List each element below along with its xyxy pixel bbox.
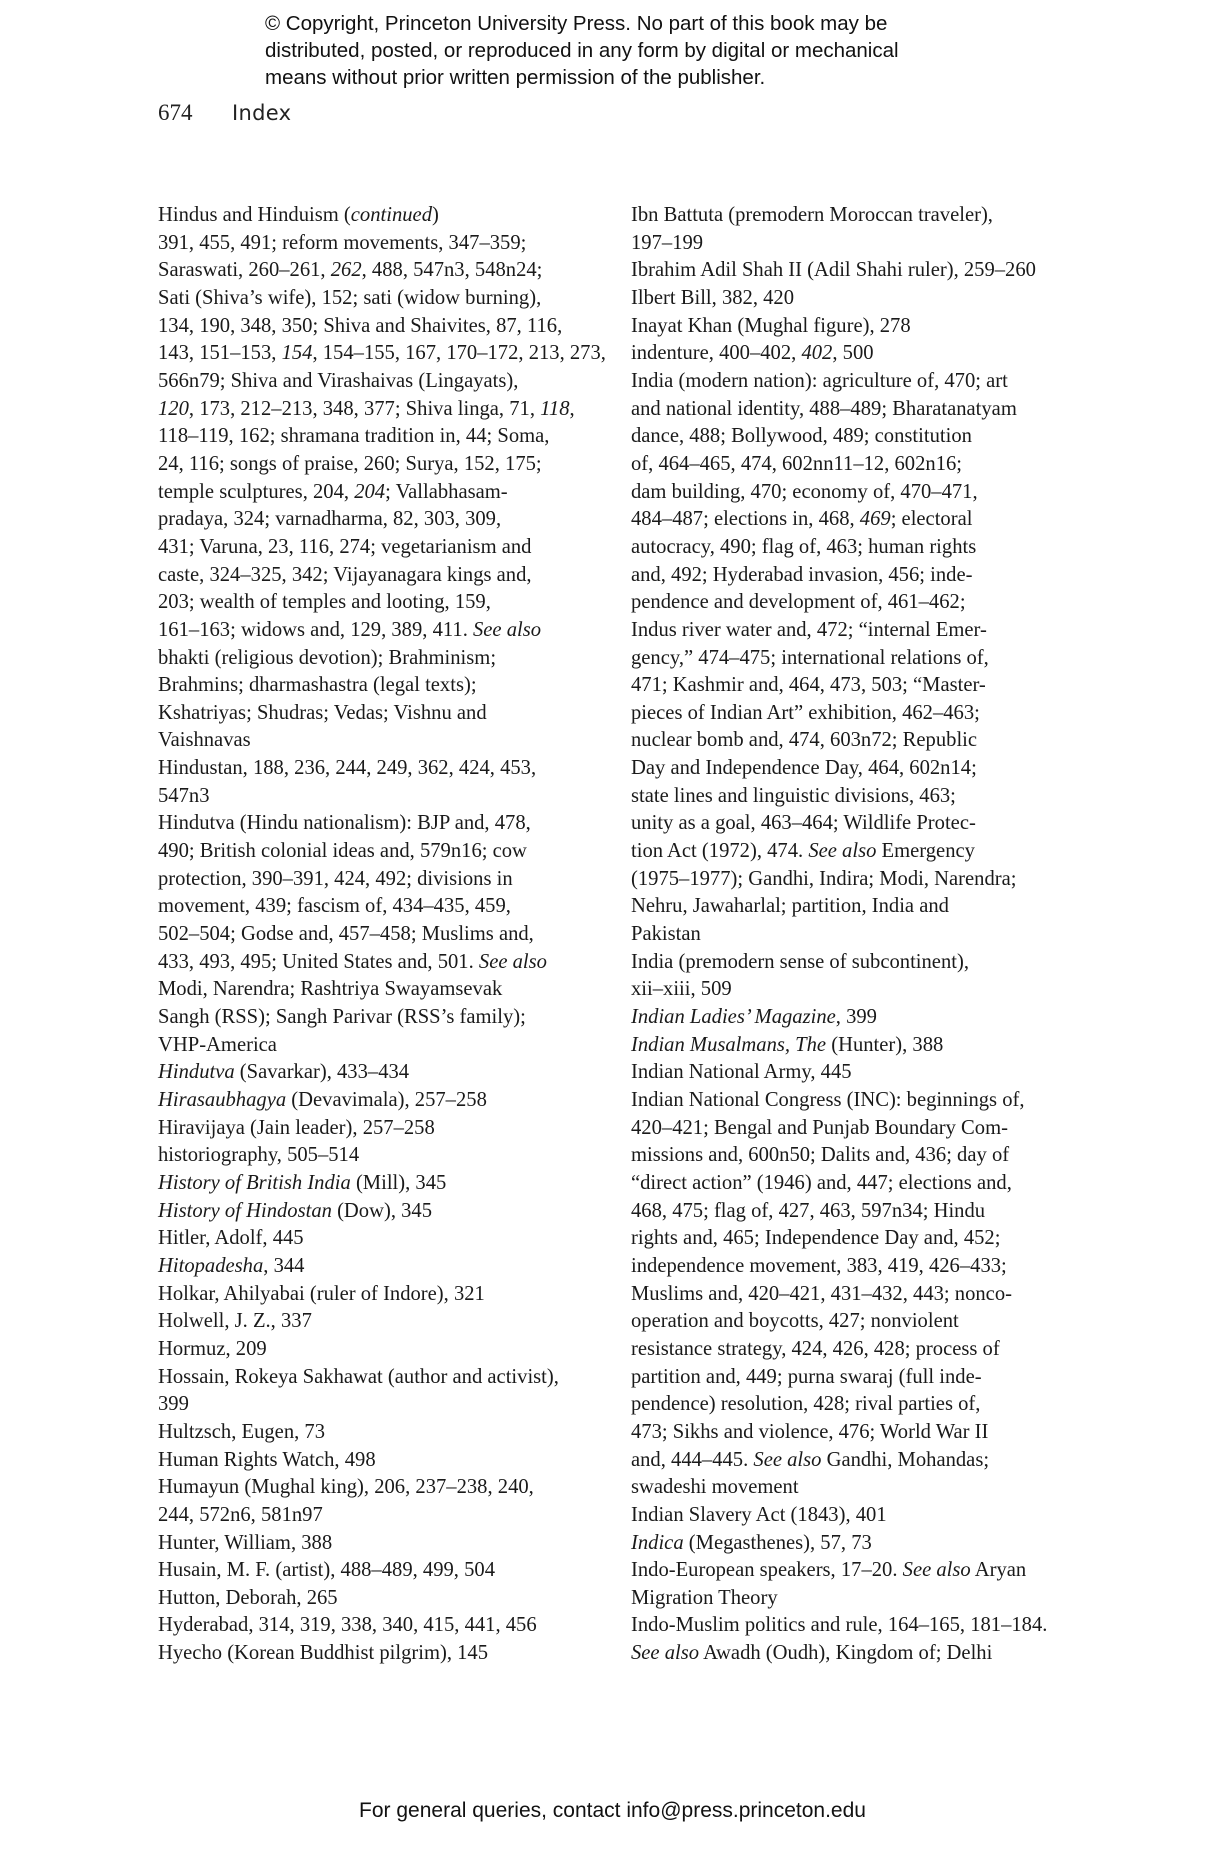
index-entry-line: Vaishnavas xyxy=(158,729,251,752)
index-entry-historiography xyxy=(158,1142,598,1170)
index-entry-indenture xyxy=(631,340,1071,368)
index-entry-indica xyxy=(631,1530,1071,1558)
index-entry-indian-national-army xyxy=(631,1059,1071,1087)
index-entry-line: of, 464–465, 474, 602nn11–12, 602n16; xyxy=(631,452,963,475)
index-entry-line: 161–163; widows and, 129, 389, 411. See also xyxy=(158,618,542,641)
index-entry-line: missions and, 600n50; Dalits and, 436; day of xyxy=(631,1144,1010,1167)
index-entry-line: Holwell, J. Z., 337 xyxy=(158,1310,312,1333)
index-entry-hyderabad xyxy=(158,1612,598,1640)
index-entry-line: nuclear bomb and, 474, 603n72; Republic xyxy=(631,729,978,752)
index-entry-line: 484–487; elections in, 468, 469; electoral xyxy=(631,508,973,531)
index-entry-line: Hirasaubhagya (Devavimala), 257–258 xyxy=(158,1089,487,1111)
index-entry-humayun xyxy=(158,1474,598,1529)
index-entry-line: 471; Kashmir and, 464, 473, 503; “Master- xyxy=(631,674,986,697)
index-entry-line: and, 444–445. See also Gandhi, Mohandas; xyxy=(631,1448,990,1471)
index-entry-line: tion Act (1972), 474. See also Emergency xyxy=(631,840,975,863)
index-entry-line: Modi, Narendra; Rashtriya Swayamsevak xyxy=(158,978,503,1001)
index-entry-line: dam building, 470; economy of, 470–471, xyxy=(631,480,978,503)
index-entry-line: 203; wealth of temples and looting, 159, xyxy=(158,591,491,614)
footer-contact: For general queries, contact info@press.princeton.edu xyxy=(359,1799,866,1822)
index-entry-holwell xyxy=(158,1308,598,1336)
index-entry-hindustan xyxy=(158,755,598,810)
index-entry-line: rights and, 465; Independence Day and, 452; xyxy=(631,1227,1001,1250)
index-entry-line: Migration Theory xyxy=(631,1586,778,1609)
running-head xyxy=(158,100,291,126)
index-entry-holkar xyxy=(158,1281,598,1309)
index-entry-line: pendence) resolution, 428; rival parties of, xyxy=(631,1393,981,1416)
index-entry-line: Hyderabad, 314, 319, 338, 340, 415, 441, 456 xyxy=(158,1614,537,1637)
index-entry-hitler xyxy=(158,1225,598,1253)
index-entry-line: Indian Musalmans, The (Hunter), 388 xyxy=(631,1033,944,1056)
index-entry-hrw xyxy=(158,1447,598,1475)
index-column-right xyxy=(631,202,1071,1668)
index-entry-history-british-india xyxy=(158,1170,598,1198)
index-entry-line: bhakti (religious devotion); Brahminism; xyxy=(158,646,497,669)
index-entry-line: Saraswati, 260–261, 262, 488, 547n3, 548n24; xyxy=(158,259,543,282)
index-entry-line: Hossain, Rokeya Sakhawat (author and activist), xyxy=(158,1365,559,1388)
page-number: 674 xyxy=(158,100,193,125)
index-entry-line: 391, 455, 491; reform movements, 347–359; xyxy=(158,231,527,254)
index-entry-line: swadeshi movement xyxy=(631,1476,799,1499)
index-entry-line: pieces of Indian Art” exhibition, 462–463; xyxy=(631,701,980,724)
index-entry-line: 399 xyxy=(158,1393,189,1416)
index-entry-line: Ibn Battuta (premodern Moroccan traveler), xyxy=(631,204,993,226)
index-entry-line: Holkar, Ahilyabai (ruler of Indore), 321 xyxy=(158,1282,485,1305)
index-entry-line: 473; Sikhs and violence, 476; World War II xyxy=(631,1420,989,1443)
index-entry-husain xyxy=(158,1557,598,1585)
index-entry-line: History of Hindostan (Dow), 345 xyxy=(158,1199,433,1222)
index-entry-line: Hitopadesha, 344 xyxy=(158,1254,305,1277)
index-entry-indian-musalmans xyxy=(631,1032,1071,1060)
index-entry-line: historiography, 505–514 xyxy=(158,1144,360,1167)
copyright-notice xyxy=(265,10,985,91)
index-entry-line: Inayat Khan (Mughal figure), 278 xyxy=(631,314,911,337)
index-entry-line: 433, 493, 495; United States and, 501. See also xyxy=(158,950,547,973)
copyright-line: © Copyright, Princeton University Press. No part of this book may be xyxy=(265,12,888,35)
index-entry-hyecho xyxy=(158,1640,598,1668)
index-entry-line: Indian Slavery Act (1843), 401 xyxy=(631,1503,887,1526)
index-entry-hunter xyxy=(158,1530,598,1558)
index-entry-line: 468, 475; flag of, 427, 463, 597n34; Hindu xyxy=(631,1199,986,1222)
index-entry-india-premodern xyxy=(631,949,1071,1004)
index-entry-line: gency,” 474–475; international relations of, xyxy=(631,646,989,669)
index-entry-indian-ladies-magazine xyxy=(631,1004,1071,1032)
index-entry-line: Kshatriyas; Shudras; Vedas; Vishnu and xyxy=(158,701,487,724)
index-entry-line: Humayun (Mughal king), 206, 237–238, 240, xyxy=(158,1476,534,1499)
index-entry-line: 420–421; Bengal and Punjab Boundary Com- xyxy=(631,1116,1008,1139)
index-entry-line: 24, 116; songs of praise, 260; Surya, 152, 175; xyxy=(158,452,542,475)
index-entry-line: Human Rights Watch, 498 xyxy=(158,1448,376,1471)
index-entry-line: Sati (Shiva’s wife), 152; sati (widow burning), xyxy=(158,286,542,309)
index-entry-line: operation and boycotts, 427; nonviolent xyxy=(631,1310,959,1333)
index-entry-hultzsch xyxy=(158,1419,598,1447)
copyright-line: means without prior written permission of the publisher. xyxy=(265,66,766,89)
index-entry-line: dance, 488; Bollywood, 489; constitution xyxy=(631,425,972,448)
index-entry-line: Indica (Megasthenes), 57, 73 xyxy=(631,1531,872,1554)
index-column-left xyxy=(158,202,606,1668)
index-entry-line: 143, 151–153, 154, 154–155, 167, 170–172, 213, 273, xyxy=(158,342,606,365)
index-entry-line: Indian Ladies’ Magazine, 399 xyxy=(631,1006,877,1029)
index-entry-hutton xyxy=(158,1585,598,1613)
index-entry-line: 431; Varuna, 23, 116, 274; vegetarianism and xyxy=(158,535,532,558)
index-entry-line: Hitler, Adolf, 445 xyxy=(158,1227,304,1250)
index-entry-line: indenture, 400–402, 402, 500 xyxy=(631,342,874,365)
index-entry-line: Ibrahim Adil Shah II (Adil Shahi ruler), 259–260 xyxy=(631,259,1036,282)
index-entry-line: See also Awadh (Oudh), Kingdom of; Delhi xyxy=(631,1642,993,1665)
index-entry-line: Hiravijaya (Jain leader), 257–258 xyxy=(158,1116,435,1139)
index-entry-hossain xyxy=(158,1364,598,1419)
index-entry-indian-slavery-act xyxy=(631,1502,1071,1530)
index-entry-line: state lines and linguistic divisions, 463; xyxy=(631,784,956,807)
index-entry-hirasaubhagya xyxy=(158,1087,598,1115)
index-entry-line: Indo-European speakers, 17–20. See also Aryan xyxy=(631,1559,1027,1582)
index-entry-line: 118–119, 162; shramana tradition in, 44; Soma, xyxy=(158,425,550,448)
index-entry-line: Ilbert Bill, 382, 420 xyxy=(631,286,795,309)
index-entry-ibn-battuta xyxy=(631,202,1071,257)
index-entry-line: pendence and development of, 461–462; xyxy=(631,591,966,614)
index-entry-line: xii–xiii, 509 xyxy=(631,978,732,1001)
index-entry-history-hindostan xyxy=(158,1198,598,1226)
index-entry-hormuz xyxy=(158,1336,598,1364)
index-entry-hitopadesha xyxy=(158,1253,598,1281)
index-entry-line: Hindustan, 188, 236, 244, 249, 362, 424, 453, xyxy=(158,757,537,780)
index-entry-indo-european xyxy=(631,1557,1071,1612)
index-entry-line: Indian National Army, 445 xyxy=(631,1061,852,1084)
index-entry-line: Hormuz, 209 xyxy=(158,1337,267,1360)
index-entry-line: Nehru, Jawaharlal; partition, India and xyxy=(631,895,949,918)
copyright-line: distributed, posted, or reproduced in any form by digital or mechanical xyxy=(265,39,899,62)
index-entry-line: Sangh (RSS); Sangh Parivar (RSS’s family); xyxy=(158,1006,526,1029)
index-entry-line: 134, 190, 348, 350; Shiva and Shaivites, 87, 116, xyxy=(158,314,563,337)
index-entry-line: protection, 390–391, 424, 492; divisions in xyxy=(158,867,513,890)
index-entry-line: resistance strategy, 424, 426, 428; process of xyxy=(631,1337,1000,1360)
index-entry-line: independence movement, 383, 419, 426–433; xyxy=(631,1254,1007,1277)
index-entry-line: Indian National Congress (INC): beginnings of, xyxy=(631,1089,1025,1111)
index-entry-line: unity as a goal, 463–464; Wildlife Protec- xyxy=(631,812,976,835)
index-entry-line: pradaya, 324; varnadharma, 82, 303, 309, xyxy=(158,508,502,531)
index-entry-line: Pakistan xyxy=(631,923,701,946)
index-entry-line: Indus river water and, 472; “internal Emer- xyxy=(631,618,987,641)
index-entry-line: VHP-America xyxy=(158,1033,277,1056)
index-entry-line: 502–504; Godse and, 457–458; Muslims and, xyxy=(158,923,534,946)
index-entry-line: 244, 572n6, 581n97 xyxy=(158,1503,323,1526)
index-entry-line: caste, 324–325, 342; Vijayanagara kings and, xyxy=(158,563,532,586)
index-entry-line: India (modern nation): agriculture of, 470; art xyxy=(631,369,1008,392)
index-entry-line: Hindutva (Hindu nationalism): BJP and, 478, xyxy=(158,812,531,835)
index-entry-line: movement, 439; fascism of, 434–435, 459, xyxy=(158,895,511,918)
index-entry-ibrahim-adil-shah xyxy=(631,257,1071,285)
index-entry-line: “direct action” (1946) and, 447; elections and, xyxy=(631,1171,1012,1194)
index-entry-line: 547n3 xyxy=(158,784,210,807)
index-entry-line: autocracy, 490; flag of, 463; human rights xyxy=(631,535,977,558)
index-entry-indo-muslim xyxy=(631,1612,1071,1667)
index-entry-india-modern xyxy=(631,368,1071,949)
index-entry-line: and national identity, 488–489; Bharatanatyam xyxy=(631,397,1017,420)
index-entry-ilbert-bill xyxy=(631,285,1071,313)
index-entry-hindutva-savarkar xyxy=(158,1059,598,1087)
index-entry-line: partition and, 449; purna swaraj (full inde- xyxy=(631,1365,982,1388)
index-entry-line: and, 492; Hyderabad invasion, 456; inde- xyxy=(631,563,973,586)
index-entry-line: Hutton, Deborah, 265 xyxy=(158,1586,338,1609)
index-entry-hindus-continued xyxy=(158,202,606,755)
index-entry-line: temple sculptures, 204, 204; Vallabhasam- xyxy=(158,480,508,503)
section-title: Index xyxy=(232,101,292,125)
index-entry-hiravijaya xyxy=(158,1115,598,1143)
index-entry-inc xyxy=(631,1087,1071,1502)
index-entry-line: 120, 173, 212–213, 348, 377; Shiva linga, 71, 118, xyxy=(158,397,575,420)
index-entry-line: Hindus and Hinduism (continued) xyxy=(158,204,439,226)
index-entry-line: Brahmins; dharmashastra (legal texts); xyxy=(158,674,477,697)
index-entry-line: Indo-Muslim politics and rule, 164–165, 181–184. xyxy=(631,1614,1048,1637)
index-entry-line: Hultzsch, Eugen, 73 xyxy=(158,1420,326,1443)
index-entry-line: Day and Independence Day, 464, 602n14; xyxy=(631,757,977,780)
index-entry-line: 490; British colonial ideas and, 579n16; cow xyxy=(158,840,527,863)
index-entry-line: Hunter, William, 388 xyxy=(158,1531,333,1554)
index-entry-line: 566n79; Shiva and Virashaivas (Lingayats), xyxy=(158,369,519,392)
index-entry-line: Husain, M. F. (artist), 488–489, 499, 504 xyxy=(158,1559,495,1582)
index-entry-line: (1975–1977); Gandhi, Indira; Modi, Narendra; xyxy=(631,867,1017,890)
index-entry-inayat-khan xyxy=(631,313,1071,341)
index-entry-line: India (premodern sense of subcontinent), xyxy=(631,950,969,973)
index-entry-line: Hyecho (Korean Buddhist pilgrim), 145 xyxy=(158,1642,489,1665)
index-entry-line: History of British India (Mill), 345 xyxy=(158,1171,447,1194)
index-entry-hindutva xyxy=(158,810,598,1059)
index-entry-line: Muslims and, 420–421, 431–432, 443; nonco- xyxy=(631,1282,1012,1305)
index-entry-line: 197–199 xyxy=(631,231,704,254)
index-entry-line: Hindutva (Savarkar), 433–434 xyxy=(158,1061,410,1084)
